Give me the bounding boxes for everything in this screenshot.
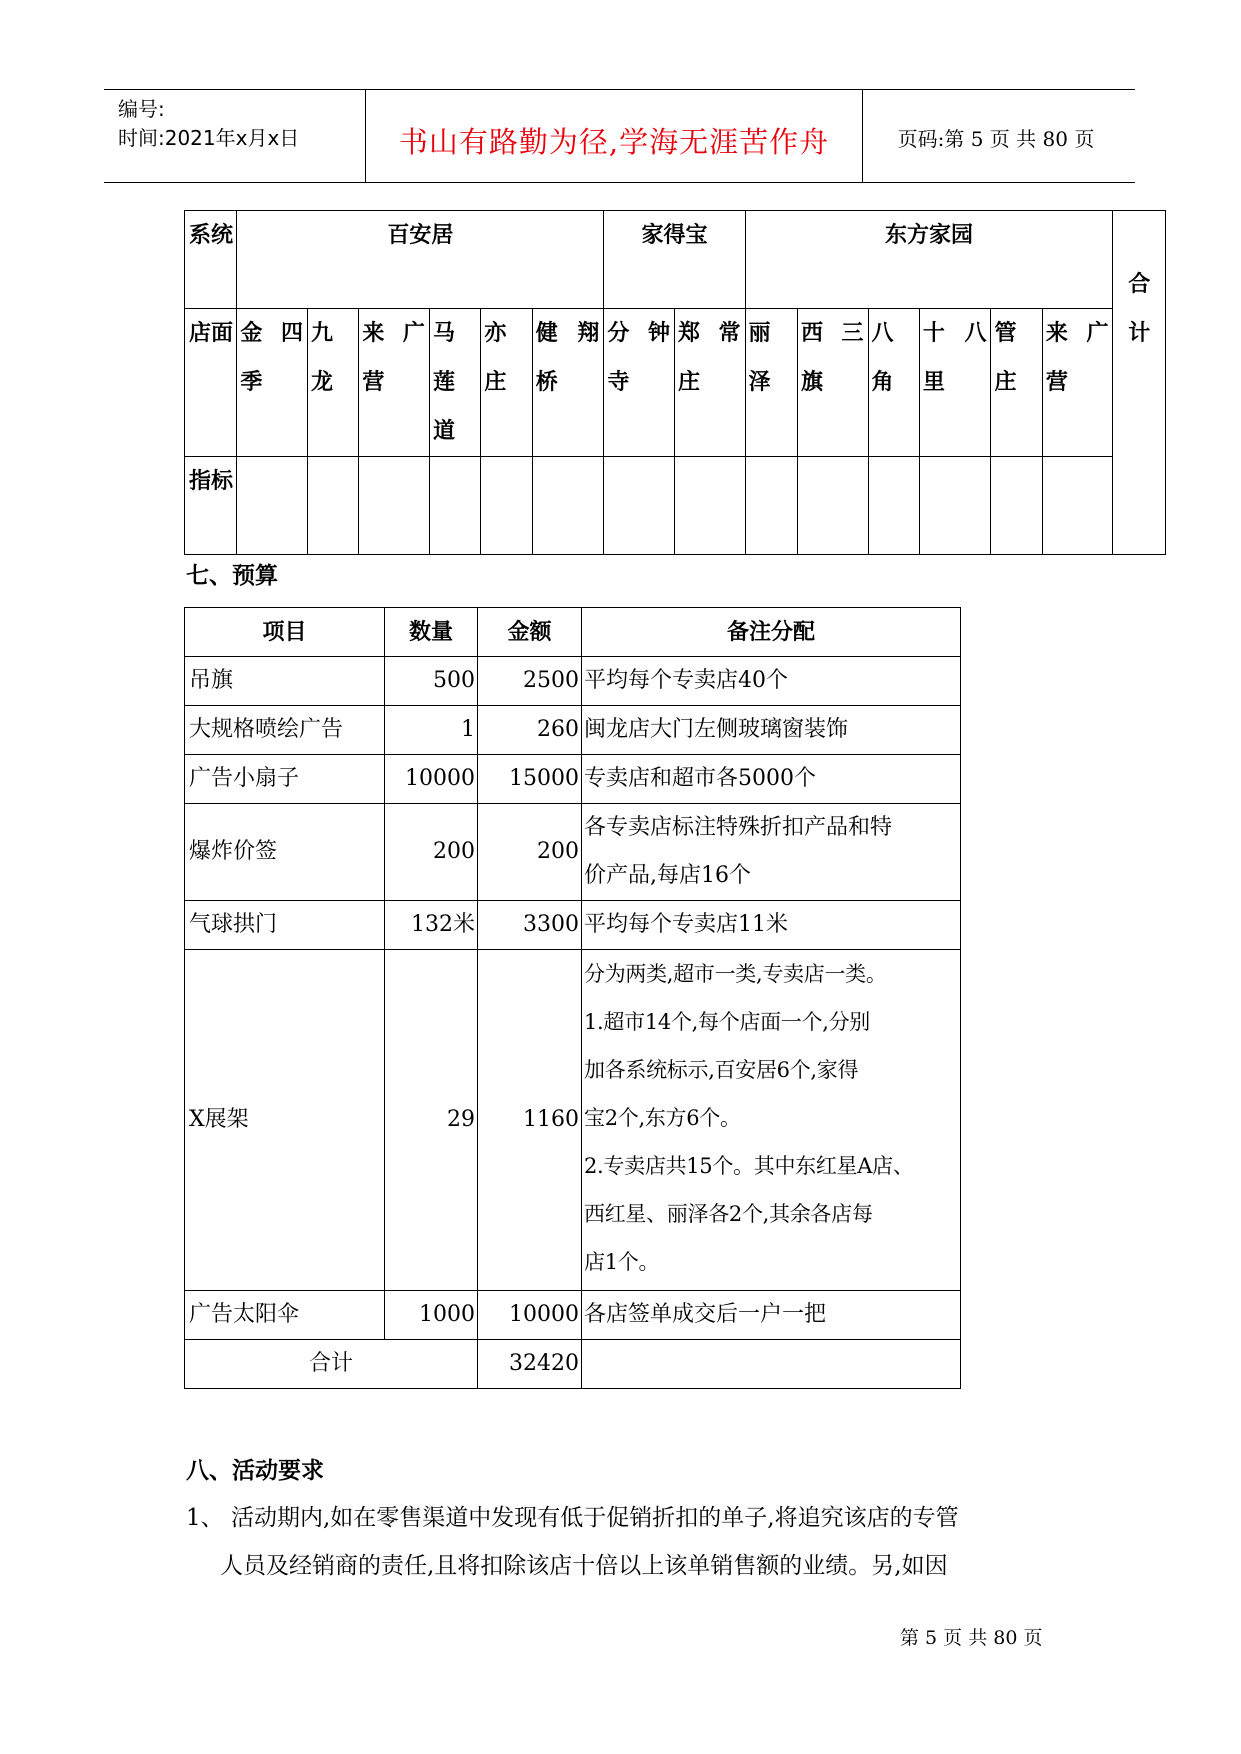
budget-header-note: 备注分配	[582, 608, 961, 657]
target-cell[interactable]	[797, 457, 868, 555]
store-name-line: 角	[871, 369, 894, 395]
budget-note-line: 加各系统标示,百安居6个,家得	[584, 1058, 859, 1082]
store-cell	[307, 309, 358, 457]
store-name-line: 八	[871, 320, 894, 346]
store-name-line: 庄	[677, 369, 700, 395]
store-name-line: 季	[240, 369, 263, 395]
store-name-line: 丽	[748, 320, 771, 346]
header-meta	[118, 95, 299, 153]
store-name-line: 庄	[994, 369, 1017, 395]
budget-item: 吊旗	[185, 657, 385, 706]
budget-note	[582, 950, 961, 1291]
target-cell[interactable]	[429, 457, 480, 555]
budget-amount: 200	[478, 804, 582, 901]
store-name-line: 亦	[484, 320, 507, 346]
store-name-line: 来 广	[1045, 320, 1109, 346]
header-number-label: 编号:	[118, 97, 165, 121]
store-name-line: 营	[362, 369, 385, 395]
budget-item: 气球拱门	[185, 901, 385, 950]
budget-note-line: 宝2个,东方6个。	[584, 1106, 741, 1130]
target-cell[interactable]	[237, 457, 308, 555]
budget-amount: 2500	[478, 657, 582, 706]
budget-note-line: 2.专卖店共15个。其中东红星A店、	[584, 1154, 914, 1178]
budget-note: 平均每个专卖店40个	[582, 657, 961, 706]
store-cell	[429, 309, 480, 457]
page-footer: 第 5 页 共 80 页	[900, 1627, 1043, 1649]
budget-item: X展架	[185, 950, 385, 1291]
store-name-line: 寺	[607, 369, 630, 395]
budget-qty: 1000	[385, 1291, 478, 1340]
store-cell	[237, 309, 308, 457]
store-name-line: 郑 常	[677, 320, 741, 346]
budget-header-qty: 数量	[385, 608, 478, 657]
target-cell[interactable]	[359, 457, 430, 555]
store-cell	[991, 309, 1042, 457]
store-name-line: 营	[1045, 369, 1068, 395]
target-cell[interactable]	[674, 457, 745, 555]
store-name-line: 龙	[310, 369, 333, 395]
budget-header-item: 项目	[185, 608, 385, 657]
store-target-table	[184, 210, 1166, 555]
budget-item: 爆炸价签	[185, 804, 385, 901]
budget-note-line: 西红星、丽泽各2个,其余各店每	[584, 1202, 873, 1226]
budget-qty: 1	[385, 706, 478, 755]
target-cell[interactable]	[481, 457, 532, 555]
budget-item: 广告太阳伞	[185, 1291, 385, 1340]
budget-amount: 1160	[478, 950, 582, 1291]
budget-note	[582, 804, 961, 901]
budget-total-amount: 32420	[478, 1340, 582, 1389]
group-header-jiadebao: 家得宝	[604, 211, 745, 309]
store-name-line: 分 钟	[607, 320, 670, 346]
budget-table	[184, 607, 961, 1389]
budget-note-line: 店1个。	[584, 1250, 660, 1274]
budget-note-line: 各专卖店标注特殊折扣产品和特	[584, 815, 893, 840]
section-7-title: 七、预算	[186, 562, 278, 589]
budget-amount: 3300	[478, 901, 582, 950]
target-cell[interactable]	[604, 457, 675, 555]
store-cell	[868, 309, 919, 457]
budget-qty: 10000	[385, 755, 478, 804]
store-cell	[359, 309, 430, 457]
budget-item: 广告小扇子	[185, 755, 385, 804]
page-header	[104, 89, 1135, 183]
budget-item: 大规格喷绘广告	[185, 706, 385, 755]
target-cell[interactable]	[532, 457, 604, 555]
budget-note-line: 价产品,每店16个	[584, 863, 751, 888]
group-header-baianju: 百安居	[237, 211, 604, 309]
store-name-line: 金 四	[240, 320, 303, 346]
store-cell	[481, 309, 532, 457]
total-column-header	[1113, 211, 1166, 555]
header-page-label: 页码:第 5 页 共 80 页	[897, 127, 1095, 151]
store-name-line: 庄	[484, 369, 507, 395]
section-8-line-2: 人员及经销商的责任,且将扣除该店十倍以上该单销售额的业绩。另,如因	[220, 1553, 948, 1579]
store-name-line: 旗	[800, 369, 823, 395]
budget-qty: 29	[385, 950, 478, 1291]
section-8-title: 八、活动要求	[186, 1457, 324, 1484]
budget-total-label: 合计	[185, 1340, 478, 1389]
group-header-dongfang: 东方家园	[745, 211, 1113, 309]
row-label-store: 店面	[185, 309, 237, 457]
budget-header-amount: 金额	[478, 608, 582, 657]
header-motto: 书山有路勤为径,学海无涯苦作舟	[398, 125, 830, 159]
store-name-line: 马 莲	[432, 320, 455, 395]
budget-note: 平均每个专卖店11米	[582, 901, 961, 950]
store-cell	[919, 309, 991, 457]
budget-note-line: 1.超市14个,每个店面一个,分别	[584, 1010, 871, 1034]
store-name-line: 来 广	[362, 320, 425, 346]
target-cell[interactable]	[991, 457, 1042, 555]
store-cell	[604, 309, 675, 457]
budget-note-line: 分为两类,超市一类,专卖店一类。	[584, 962, 887, 986]
store-name-line: 泽	[748, 369, 771, 395]
budget-note: 各店签单成交后一户一把	[582, 1291, 961, 1340]
budget-total-note	[582, 1340, 961, 1389]
store-name-line: 管	[994, 320, 1017, 346]
store-name-line: 里	[922, 369, 945, 395]
target-cell[interactable]	[745, 457, 797, 555]
store-name-line: 九	[310, 320, 333, 346]
target-cell[interactable]	[307, 457, 358, 555]
store-cell	[745, 309, 797, 457]
store-name-line: 道	[432, 418, 455, 444]
header-time-label: 时间:2021年x月x日	[118, 126, 300, 150]
row-label-system: 系统	[185, 211, 237, 309]
row-label-target: 指标	[185, 457, 237, 555]
budget-note: 专卖店和超市各5000个	[582, 755, 961, 804]
store-cell	[797, 309, 868, 457]
store-name-line: 西 三	[800, 320, 864, 346]
header-divider	[862, 90, 863, 182]
budget-amount: 260	[478, 706, 582, 755]
store-cell	[1042, 309, 1113, 457]
store-cell	[674, 309, 745, 457]
budget-qty: 200	[385, 804, 478, 901]
budget-note: 闽龙店大门左侧玻璃窗装饰	[582, 706, 961, 755]
store-name-line: 十 八	[922, 320, 987, 346]
target-cell[interactable]	[919, 457, 991, 555]
target-cell[interactable]	[868, 457, 919, 555]
budget-amount: 15000	[478, 755, 582, 804]
budget-qty: 500	[385, 657, 478, 706]
budget-amount: 10000	[478, 1291, 582, 1340]
target-cell[interactable]	[1042, 457, 1113, 555]
section-8-line-1: 1、 活动期内,如在零售渠道中发现有低于促销折扣的单子,将追究该店的专管	[186, 1505, 959, 1531]
store-name-line: 健 翔	[535, 320, 600, 346]
budget-qty: 132米	[385, 901, 478, 950]
store-cell	[532, 309, 604, 457]
total-label: 合计	[1128, 271, 1151, 346]
store-name-line: 桥	[535, 369, 558, 395]
